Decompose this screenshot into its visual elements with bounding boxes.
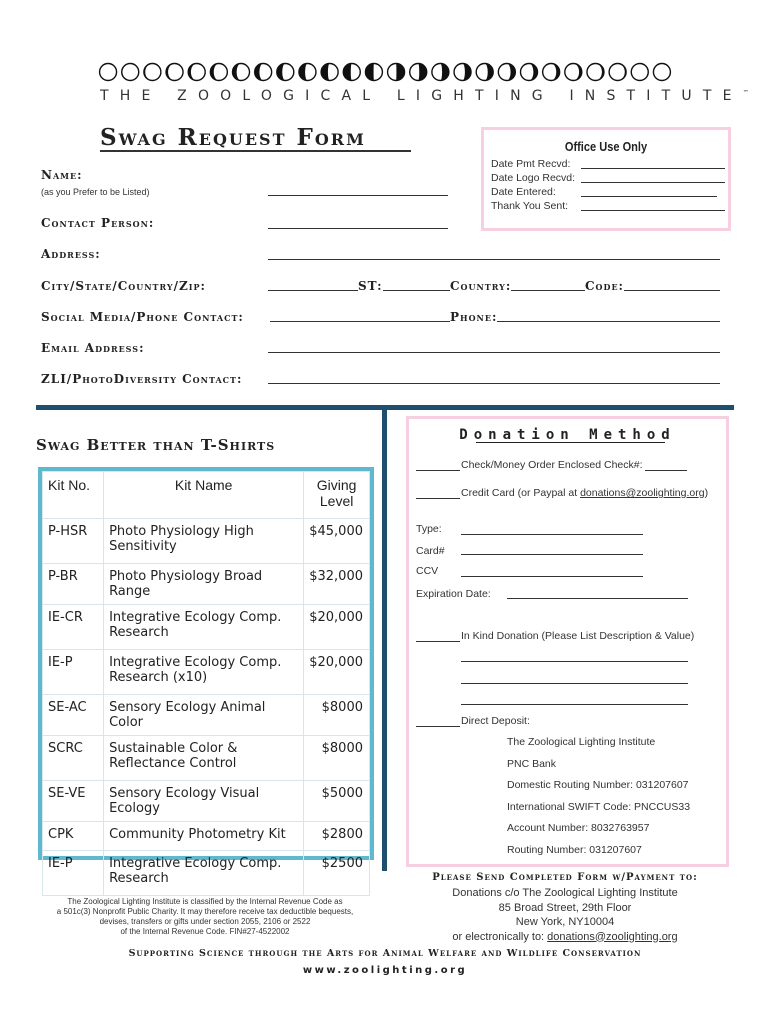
- kit-name: Integrative Ecology Comp. Research: [104, 851, 304, 896]
- deposit-line-1: PNC Bank: [507, 758, 557, 770]
- check-number-field[interactable]: [645, 470, 687, 471]
- vertical-divider: [382, 405, 387, 871]
- direct-label: Direct Deposit:: [461, 715, 530, 727]
- kit-number: P-HSR: [43, 519, 104, 564]
- credit-label: Credit Card (or Paypal at donations@zoolighting.org): [461, 487, 709, 499]
- expiration-label: Expiration Date:: [416, 588, 491, 600]
- inkind-line-2[interactable]: [461, 683, 688, 684]
- office-line-entered[interactable]: [581, 196, 717, 197]
- credit-email-link[interactable]: donations@zoolighting.org: [580, 487, 705, 499]
- kit-row: [43, 851, 370, 896]
- email-field[interactable]: [268, 352, 720, 353]
- mailing-address: [400, 886, 730, 944]
- kit-giving-level: $20,000: [304, 650, 370, 695]
- inkind-label: In Kind Donation (Please List Description & Value): [461, 630, 695, 642]
- kit-giving-level: $20,000: [304, 605, 370, 650]
- institute-wordmark: THE ZOOLOGICAL LIGHTING INSTITUTE™: [100, 88, 749, 104]
- kit-giving-level: $8000: [304, 695, 370, 736]
- card-label: Card#: [416, 545, 445, 557]
- kit-name: Integrative Ecology Comp. Research: [104, 605, 304, 650]
- title-underline: [100, 150, 411, 152]
- kit-row: [43, 519, 370, 564]
- address-field[interactable]: [268, 259, 720, 260]
- deposit-line-3: International SWIFT Code: PNCCUS33: [507, 801, 691, 813]
- electronic-email-link[interactable]: donations@zoolighting.org: [547, 930, 678, 943]
- address-line-1: 85 Broad Street, 29th Floor: [498, 901, 632, 914]
- office-line-logo[interactable]: [581, 182, 725, 183]
- contact-person-label: Contact Person:: [41, 216, 155, 230]
- phone-label: Phone:: [450, 310, 498, 324]
- name-hint: (as you Prefer to be Listed): [41, 187, 150, 197]
- kit-name: Integrative Ecology Comp. Research (x10): [104, 650, 304, 695]
- kit-row: [43, 650, 370, 695]
- electronic-line: or electronically to: donations@zoolighting.org: [452, 930, 678, 943]
- kit-name: Photo Physiology High Sensitivity: [104, 519, 304, 564]
- kit-row: [43, 781, 370, 822]
- zli-contact-label: ZLI/PhotoDiversity Contact:: [41, 372, 243, 386]
- donation-title: Donation Method: [459, 427, 676, 443]
- address-line-0: Donations c/o The Zoological Lighting Institute: [452, 887, 678, 899]
- social-label: Social Media/Phone Contact:: [41, 310, 244, 324]
- address-label: Address:: [41, 247, 101, 261]
- kit-row: [43, 564, 370, 605]
- kits-title: Swag Better than T-Shirts: [36, 436, 276, 454]
- inkind-line-1[interactable]: [461, 661, 688, 662]
- kit-giving-level: $2500: [304, 851, 370, 896]
- deposit-line-5: Routing Number: 031207607: [507, 844, 642, 856]
- kit-name: Sensory Ecology Visual Ecology: [104, 781, 304, 822]
- code-label: Code:: [585, 279, 624, 293]
- country-label: Country:: [450, 279, 512, 293]
- donation-title-underline: [476, 442, 665, 443]
- kit-name: Sensory Ecology Animal Color: [104, 695, 304, 736]
- zli-contact-field[interactable]: [268, 383, 720, 384]
- kit-number: SE-VE: [43, 781, 104, 822]
- office-row-entered: Date Entered:: [491, 186, 556, 198]
- deposit-line-2: Domestic Routing Number: 031207607: [507, 779, 689, 791]
- send-title: Please Send Completed Form w/Payment to:: [432, 872, 698, 883]
- kit-number: IE-CR: [43, 605, 104, 650]
- form-title: Swag Request Form: [100, 124, 366, 151]
- kit-name: Sustainable Color & Reflectance Control: [104, 736, 304, 781]
- address-line-2: New York, NY10004: [515, 916, 615, 928]
- type-field[interactable]: [461, 534, 643, 535]
- card-field[interactable]: [461, 554, 643, 555]
- ccv-label: CCV: [416, 565, 439, 577]
- kit-no-header: Kit No.: [43, 472, 104, 519]
- charity-line-3: of the Internal Revenue Code. FIN#27-4522002: [120, 927, 290, 936]
- kit-number: P-BR: [43, 564, 104, 605]
- kit-row: [43, 695, 370, 736]
- check-blank[interactable]: [416, 470, 460, 471]
- kit-name-header: Kit Name: [104, 472, 304, 519]
- charity-line-0: The Zoological Lighting Institute is classified by the Internal Revenue Code as: [67, 897, 343, 906]
- kit-number: IE-P: [43, 851, 104, 896]
- kit-giving-level: $45,000: [304, 519, 370, 564]
- kit-table-header-row: [43, 472, 370, 519]
- kit-number: SCRC: [43, 736, 104, 781]
- deposit-line-4: Account Number: 8032763957: [507, 822, 650, 834]
- kit-row: [43, 736, 370, 781]
- office-use-title: Office Use Only: [564, 139, 648, 154]
- kit-giving-level: $5000: [304, 781, 370, 822]
- name-label: Name:: [41, 168, 83, 182]
- office-use-box: [481, 127, 731, 231]
- direct-blank[interactable]: [416, 726, 460, 727]
- inkind-line-3[interactable]: [461, 704, 688, 705]
- tagline: Supporting Science through the Arts for Animal Welfare and Wildlife Conservation: [128, 948, 642, 959]
- name-field[interactable]: [268, 195, 448, 196]
- office-row-logo: Date Logo Recvd:: [491, 172, 576, 184]
- kit-number: IE-P: [43, 650, 104, 695]
- kit-giving-level: $8000: [304, 736, 370, 781]
- credit-blank[interactable]: [416, 498, 460, 499]
- kit-giving-level: $2800: [304, 822, 370, 851]
- office-row-thanks: Thank You Sent:: [491, 200, 569, 212]
- kit-number: CPK: [43, 822, 104, 851]
- email-label: Email Address:: [41, 341, 145, 355]
- inkind-blank[interactable]: [416, 641, 460, 642]
- kit-table: [42, 471, 370, 896]
- office-row-pmt: Date Pmt Recvd:: [491, 158, 571, 170]
- website[interactable]: www.zoolighting.org: [302, 965, 468, 976]
- check-label: Check/Money Order Enclosed Check#:: [461, 459, 643, 471]
- office-line-thanks[interactable]: [581, 210, 725, 211]
- kit-row: [43, 822, 370, 851]
- giving-level-header: Giving Level: [304, 472, 370, 519]
- kit-giving-level: $32,000: [304, 564, 370, 605]
- kit-row: [43, 605, 370, 650]
- ccv-field[interactable]: [461, 576, 643, 577]
- charity-line-2: devises, transfers or gifts under section 2055, 2106 or 2522: [99, 917, 311, 926]
- deposit-line-0: The Zoological Lighting Institute: [507, 736, 656, 748]
- kit-name: Photo Physiology Broad Range: [104, 564, 304, 605]
- type-label: Type:: [416, 523, 442, 535]
- kit-name: Community Photometry Kit: [104, 822, 304, 851]
- expiration-field[interactable]: [507, 598, 688, 599]
- charity-line-1: a 501c(3) Nonprofit Public Charity. It may therefore receive tax deductible bequests,: [56, 907, 354, 916]
- office-line-pmt[interactable]: [581, 168, 725, 169]
- city-label: City/State/Country/Zip:: [41, 279, 206, 293]
- zli-moon-phases-logo: [97, 62, 673, 82]
- kit-number: SE-AC: [43, 695, 104, 736]
- charity-notice: [40, 897, 370, 937]
- st-label: ST:: [358, 279, 383, 293]
- contact-person-field[interactable]: [268, 228, 448, 229]
